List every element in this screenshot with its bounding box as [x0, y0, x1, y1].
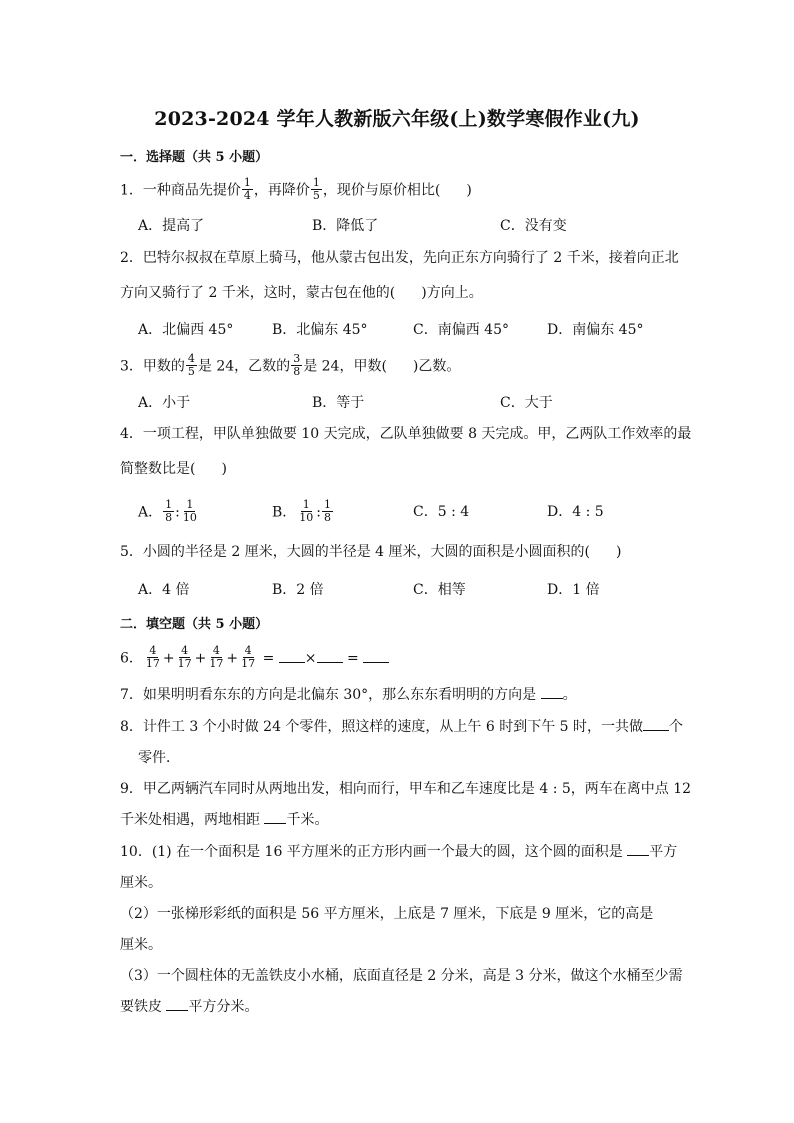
option-5c: C．相等 — [413, 582, 466, 598]
question-10-part-1-line-2: 厘米。 — [120, 875, 162, 891]
answer-blank — [643, 718, 669, 731]
page-title: 2023-2024 学年人教新版六年级(上)数学寒假作业(九) — [154, 108, 640, 130]
fraction: $\frac{1}{10}$ — [182, 498, 197, 524]
fraction: $\frac{4}{17}$ — [209, 644, 224, 670]
question-2-line-2: 方向又骑行了 2 千米，这时，蒙古包在他的( )方向上。 — [120, 285, 483, 301]
fraction: $\frac{4}{5}$ — [187, 352, 195, 378]
option-4c: C．5 : 4 — [413, 504, 470, 520]
question-8-line-1: 8．计件工 3 个小时做 24 个零件，照这样的速度，从上午 6 时到下午 5 时，一共做 个 — [120, 719, 684, 735]
question-10-part-1-line-1: 10．(1) 在一个面积是 16 平方厘米的正方形内画一个最大的圆，这个圆的面积是 平方 — [120, 844, 678, 860]
question-9-line-1: 9．甲乙两辆汽车同时从两地出发，相向而行，甲车和乙车速度比是 4 : 5，两车在离中点 12 — [120, 781, 692, 797]
fraction: $\frac{1}{8}$ — [165, 498, 173, 524]
option-3c: C．大于 — [500, 395, 553, 411]
question-4-line-1: 4．一项工程，甲队单独做要 10 天完成，乙队单独做要 8 天完成。甲，乙两队工作效率的最 — [120, 426, 692, 442]
answer-blank — [264, 811, 286, 824]
question-2-line-1: 2．巴特尔叔叔在草原上骑马，他从蒙古包出发，先向正东方向骑行了 2 千米，接着向正北 — [120, 250, 679, 266]
option-2c: C．南偏西 45° — [413, 322, 509, 338]
answer-blank — [627, 843, 649, 856]
option-3a: A．小于 — [138, 395, 191, 411]
option-5a: A．4 倍 — [138, 582, 190, 598]
answer-blank — [363, 650, 389, 663]
section-heading-fill: 二．填空题（共 5 小题） — [120, 617, 269, 632]
question-4-line-2: 简整数比是( ) — [120, 461, 227, 477]
option-2a: A．北偏西 45° — [138, 322, 234, 338]
option-4a: A． $\frac{1}{8}$ : $\frac{1}{10}$ — [138, 498, 197, 524]
option-5b: B．2 倍 — [272, 582, 324, 598]
option-4d: D．4 : 5 — [547, 504, 604, 520]
option-1a: A．提高了 — [138, 218, 205, 234]
option-4b: B． $\frac{1}{10}$ : $\frac{1}{8}$ — [272, 498, 332, 524]
question-10-part-3-line-2: 要铁皮 平方分米。 — [120, 999, 259, 1015]
option-2b: B．北偏东 45° — [272, 322, 368, 338]
option-5d: D．1 倍 — [547, 582, 600, 598]
question-3: 3．甲数的 $\frac{4}{5}$ 是 24，乙数的 $\frac{3}{8}$ 是 24，甲数( )乙数。 — [120, 352, 461, 378]
question-10-part-3-line-1: （3）一个圆柱体的无盖铁皮小水桶，底面直径是 2 分米，高是 3 分米，做这个水桶至少需 — [120, 968, 683, 984]
fraction: $\frac{4}{17}$ — [177, 644, 192, 670]
question-9-line-2: 千米处相遇，两地相距 千米。 — [120, 812, 329, 828]
question-8-line-2: 零件． — [138, 750, 180, 766]
answer-blank — [166, 998, 188, 1011]
fraction: $\frac{3}{8}$ — [293, 352, 301, 378]
question-7: 7．如果明明看东东的方向是北偏东 30°，那么东东看明明的方向是 。 — [120, 687, 577, 703]
fraction: $\frac{1}{5}$ — [312, 176, 320, 202]
question-10-part-2-line-2: 厘米。 — [120, 937, 162, 953]
answer-blank — [279, 650, 305, 663]
question-5: 5．小圆的半径是 2 厘米，大圆的半径是 4 厘米，大圆的面积是小圆面积的( ) — [120, 544, 622, 560]
fraction: $\frac{4}{17}$ — [145, 644, 160, 670]
answer-blank — [317, 650, 343, 663]
fraction: $\frac{1}{8}$ — [324, 498, 332, 524]
section-heading-choice: 一．选择题（共 5 小题） — [120, 150, 269, 165]
fraction: $\frac{4}{17}$ — [241, 644, 256, 670]
question-6: 6． $\frac{4}{17}$ + $\frac{4}{17}$ + $\frac{4}{17}$ + $\frac{4}{17}$ = × = — [120, 646, 389, 671]
option-1c: C．没有变 — [500, 218, 567, 234]
option-3b: B．等于 — [312, 395, 365, 411]
fraction: $\frac{1}{10}$ — [299, 498, 314, 524]
question-1: 1．一种商品先提价 $\frac{1}{4}$ ，再降价 $\frac{1}{5}$ ，现价与原价相比( ) — [120, 176, 472, 202]
answer-blank — [541, 686, 563, 699]
option-1b: B．降低了 — [312, 218, 379, 234]
question-10-part-2-line-1: （2）一张梯形彩纸的面积是 56 平方厘米，上底是 7 厘米，下底是 9 厘米，它的高是 — [120, 906, 654, 922]
option-2d: D．南偏东 45° — [547, 322, 644, 338]
fraction: $\frac{1}{4}$ — [243, 176, 251, 202]
